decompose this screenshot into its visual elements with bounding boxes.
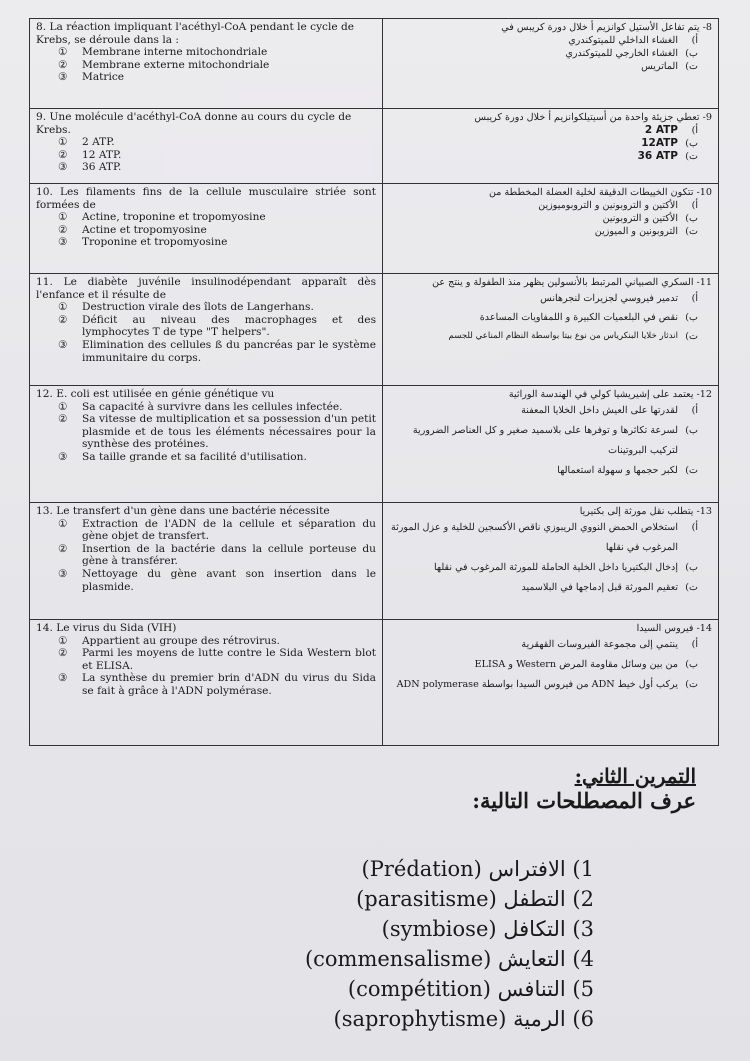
option-number: ب) [685, 48, 698, 59]
question-text: 8. La réaction impliquant l'acéthyl-CoA pendant le cycle de Krebs, se déroule dans la : [36, 21, 355, 46]
redaction-patch [166, 138, 374, 178]
option-text: ينتمي إلى مجموعة الفيروسات القهقرية [521, 639, 678, 650]
option-text: لكبر حجمها و سهولة استعمالها [557, 465, 678, 476]
option-number: ب) [685, 659, 698, 670]
question-row-12 [30, 386, 719, 503]
option-number: ب) [685, 425, 698, 436]
question-text: 12- يعتمد على إشيريشيا كولي في الهندسة الوراثية [508, 389, 712, 400]
question-text: 10- تتكون الخييطات الدقيقة لخلية العضلة المخططة من [488, 187, 712, 198]
question-text: 8- يتم تفاعل الأستيل كوانزيم أ خلال دورة كريبس في [501, 22, 712, 33]
option-number: ب) [685, 562, 698, 573]
option [36, 46, 376, 59]
option-text: Troponine et tropomyosine [82, 236, 228, 249]
option [36, 635, 376, 648]
option-text: Appartient au groupe des rétrovirus. [82, 634, 280, 647]
option-number: أ) [691, 35, 698, 46]
option [389, 212, 712, 225]
term-item: 2) التطفل (parasitisme) [356, 887, 594, 911]
option-number: ① [58, 400, 68, 413]
question-text: 13- يتطلب نقل مورثة إلى بكتيريا [579, 506, 712, 517]
exercise-heading [472, 764, 696, 814]
option [389, 421, 712, 461]
option-text: اندثار خلايا البنكرياس من نوع بيتا بواسطة النظام المناعي للجسم [448, 331, 678, 341]
question-text: 11. Le diabète juvénile insulinodépendant apparaît dès l'enfance et il résulte de [36, 276, 376, 301]
exercise-instruction: عرف المصطلحات التالية: [472, 788, 696, 813]
option-text: نقص في البلعميات الكبيرة و اللمفاويات المساعدة [479, 312, 678, 323]
option-number: ③ [58, 236, 68, 249]
option-number: ت) [685, 331, 698, 342]
term-item: 3) التكافل (symbiose) [381, 917, 594, 941]
option-number: ③ [58, 450, 68, 463]
question-fr [30, 184, 383, 274]
option-text: 12ATP [641, 137, 678, 149]
question-ar [383, 503, 719, 620]
option-number: ② [58, 413, 68, 426]
question-ar [383, 274, 719, 386]
option-number: ت) [685, 679, 698, 690]
option-text: تعقيم المورثة قبل إدماجها في البلاسميد [521, 582, 678, 593]
option-number: ② [58, 313, 68, 326]
question-text: 9. Une molécule d'acéthyl-CoA donne au cours du cycle de Krebs. [36, 111, 352, 136]
option-number: ① [58, 634, 68, 647]
option [36, 647, 376, 672]
option [389, 675, 712, 695]
option-text: استخلاص الحمض النووي الريبوزي ناقص الأكسجين للخلية و عزل المورثة المرغوب في نقلها [390, 522, 678, 553]
option [389, 401, 712, 421]
question-text: 10. Les filaments fins de la cellule musculaire striée sont formées de [36, 186, 376, 211]
option-number: ② [58, 542, 68, 555]
option-number: ③ [58, 71, 68, 84]
option [36, 543, 376, 568]
question-row-10 [30, 184, 719, 274]
option [36, 339, 376, 364]
option-text: الأكتين و التروبونين و التروبوميوزين [538, 200, 678, 211]
term-item: 5) التنافس (compétition) [347, 977, 594, 1001]
option [36, 401, 376, 414]
option-number: ① [58, 301, 68, 314]
option-number: ت) [685, 582, 698, 593]
option-number: أ) [691, 293, 698, 304]
question-ar [383, 109, 719, 184]
option-text: Sa capacité à survivre dans les cellules infectée. [82, 400, 343, 413]
question-fr [30, 503, 383, 620]
term-item: 6) الرمية (saprophytisme) [333, 1007, 594, 1031]
option [389, 461, 712, 481]
exercise-title: التمرين الثاني: [574, 764, 696, 788]
option-text: لسرعة تكاثرها و توفرها على بلاسميد صغير و كل العناصر الضرورية لتركيب البروتينات [412, 425, 678, 456]
option-text: Destruction virale des îlots de Langerhans. [82, 301, 314, 314]
question-fr [30, 620, 383, 746]
question-ar [383, 620, 719, 746]
option [36, 314, 376, 339]
question-text: 14. Le virus du Sida (VIH) [36, 622, 177, 634]
option-number: ③ [58, 672, 68, 685]
option-number: ② [58, 223, 68, 236]
option [389, 60, 712, 73]
option [389, 578, 712, 598]
option-text: الغشاء الخارجي للميتوكندري [565, 48, 678, 59]
option [36, 301, 376, 314]
option-number: أ) [691, 522, 698, 533]
question-text: 14- فيروس السيدا [636, 623, 712, 634]
option [389, 558, 712, 578]
option-text: Membrane externe mitochondriale [82, 58, 270, 71]
option-text: تدمير فيروسي لجزيرات لنجرهانس [540, 293, 678, 304]
option-text: Nettoyage du gène avant son insertion dans le plasmide. [82, 567, 376, 593]
option [36, 672, 376, 697]
option [389, 518, 712, 558]
option-number: ③ [58, 338, 68, 351]
question-row-14 [30, 620, 719, 746]
option-text: 36 ATP [637, 150, 678, 162]
option-number: أ) [691, 125, 698, 136]
option-text: الغشاء الداخلي للميتوكندري [568, 35, 678, 46]
option-number: أ) [691, 200, 698, 211]
option [36, 224, 376, 237]
option-number: ② [58, 148, 68, 161]
question-text: 12. E. coli est utilisée en génie génétique vu [36, 388, 275, 400]
option-text: الأكتين و التروبونين [602, 213, 678, 224]
redaction-patch [234, 86, 376, 102]
option-number: أ) [691, 639, 698, 650]
term-item: 4) التعايش (commensalisme) [304, 947, 594, 971]
option-number: ② [58, 647, 68, 660]
option-text: لقدرتها على العيش داخل الخلايا المعفنة [521, 405, 678, 416]
option [389, 150, 712, 163]
option-number: ① [58, 46, 68, 59]
option [36, 518, 376, 543]
question-row-13 [30, 503, 719, 620]
option-text: يركب أول خيط ADN من فيروس السيدا بواسطة ADN polymerase [396, 679, 678, 690]
question-fr [30, 274, 383, 386]
option-number: ب) [685, 312, 698, 323]
option-number: ② [58, 58, 68, 71]
option-number: أ) [691, 405, 698, 416]
option [389, 327, 712, 346]
question-ar [383, 184, 719, 274]
question-fr [30, 386, 383, 503]
option [36, 413, 376, 451]
option-text: Déficit au niveau des macrophages et des lymphocytes T de type "T helpers". [82, 313, 376, 339]
option-number: ③ [58, 161, 68, 174]
option-text: 2 ATP. [82, 136, 115, 149]
option-text: Sa vitesse de multiplication et sa possession d'un petit plasmide et de tous les éléments nécessaires pour la synthèse des protéines. [82, 413, 376, 451]
option-text: 12 ATP. [82, 148, 122, 161]
option [389, 308, 712, 327]
option-number: ت) [685, 61, 698, 72]
option-number: ت) [685, 151, 698, 162]
option-text: Actine, troponine et tropomyosine [82, 211, 266, 224]
option [389, 124, 712, 137]
option [389, 34, 712, 47]
option [389, 199, 712, 212]
terms-list [305, 854, 594, 1034]
question-ar [383, 386, 719, 503]
option [389, 137, 712, 150]
option [36, 211, 376, 224]
option-text: Sa taille grande et sa facilité d'utilisation. [82, 450, 307, 463]
question-text: 9- تعطي جزيئة واحدة من أسيتيلكوانزيم أ خلال دورة كريبس [474, 112, 712, 123]
option [36, 568, 376, 593]
option [36, 71, 376, 84]
question-text: 13. Le transfert d'un gène dans une bactérie nécessite [36, 505, 330, 517]
option [389, 635, 712, 655]
option [389, 225, 712, 238]
option-text: La synthèse du premier brin d'ADN du virus du Sida se fait à grâce à l'ADN polymérase. [82, 672, 376, 697]
question-row-11 [30, 274, 719, 386]
option-text: Elimination des cellules ß du pancréas par le système immunitaire du corps. [82, 338, 376, 364]
option-text: Extraction de l'ADN de la cellule et séparation du gène objet de transfert. [82, 517, 376, 543]
option [36, 59, 376, 72]
option [389, 655, 712, 675]
option-text: Actine et tropomyosine [82, 223, 207, 236]
option-text: Membrane interne mitochondriale [82, 46, 268, 59]
option-number: ب) [685, 138, 698, 149]
option-number: ت) [685, 226, 698, 237]
term-item: 1) الافتراس (Prédation) [361, 857, 594, 881]
option-text: Matrice [82, 71, 125, 84]
question-text: 11- السكري الصبياني المرتبط بالأنسولين يظهر منذ الطفولة و ينتج عن [432, 277, 712, 288]
option-text: التروبونين و الميوزين [594, 226, 678, 237]
question-row-9 [30, 109, 719, 184]
questions-table [29, 18, 719, 746]
option [389, 289, 712, 308]
question-ar [383, 19, 719, 109]
option-number: ت) [685, 465, 698, 476]
option-number: ③ [58, 567, 68, 580]
option [36, 451, 376, 464]
option-number: ① [58, 136, 68, 149]
option-text: إدخال البكتيريا داخل الخلية الحاملة للمورثة المرغوب في نقلها [433, 562, 678, 573]
option-number: ① [58, 517, 68, 530]
option-text: الماتريس [641, 61, 678, 72]
option-number: ب) [685, 213, 698, 224]
option [36, 236, 376, 249]
option [389, 47, 712, 60]
option-text: Insertion de la bactérie dans la cellule porteuse du gène à transférer. [82, 542, 376, 568]
option-text: Parmi les moyens de lutte contre le Sida Western blot et ELISA. [82, 647, 376, 672]
option-text: 36 ATP. [82, 161, 122, 174]
option-number: ① [58, 211, 68, 224]
option-text: 2 ATP [644, 124, 678, 136]
option-text: من بين وسائل مقاومة المرض Western و ELISA [474, 659, 678, 670]
